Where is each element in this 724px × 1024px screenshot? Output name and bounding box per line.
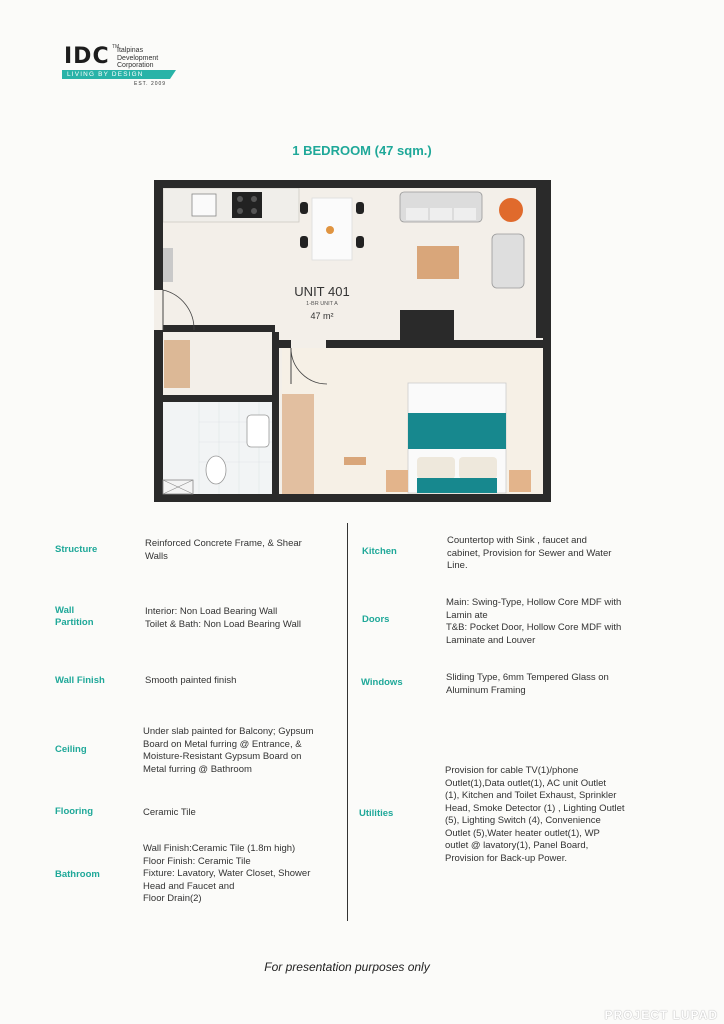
sofa-cushion [406,208,428,220]
bed-blanket [408,413,506,449]
spec-value-utilities: Provision for cable TV(1)/phone Outlet(1),Data outlet(1), AC unit Outlet (1), Kitchen and Toilet Exhaust, Sprinkler Head, Smoke Detector (1) , Lighting Outlet (5), Lighting Switch (4), Convenience Outlet (5),Water heater outlet(1), WP outlet @ lavatory(1), Panel Board, Provision for Back-up Power. [445,765,625,864]
spec-value-windows: Sliding Type, 6mm Tempered Glass on Aluminum Framing [446,672,609,696]
refrigerator [163,248,173,282]
unit-name: UNIT 401 [294,284,350,299]
logo-established: EST. 2009 [134,81,167,87]
spec-label-ceiling: Ceiling [55,744,87,755]
logo-tagline: LIVING BY DESIGN [62,70,170,79]
bed-headboard-accent [417,478,497,493]
sink-icon [192,194,216,216]
lavatory-icon [247,415,269,447]
spec-label-windows: Windows [361,677,403,688]
centerpiece [326,226,334,234]
nightstand-right [509,470,531,492]
desk [344,457,366,465]
spec-label-flooring: Flooring [55,806,93,817]
toilet-icon [206,456,226,484]
entry-cabinet [164,340,190,388]
spec-value-ceiling: Under slab painted for Balcony; Gypsum Board on Metal furring @ Entrance, & Moisture-Resistant Gypsum Board on Metal furring @ Bathroom [143,726,314,775]
spec-label-structure: Structure [55,544,98,555]
cooktop-icon [232,192,262,218]
spec-label-utilities: Utilities [359,808,394,819]
disclaimer: For presentation purposes only [264,960,430,974]
spec-value-wall-partition: Interior: Non Load Bearing Wall Toilet & Bath: Non Load Bearing Wall [145,606,301,630]
watermark: PROJECT LUPAD [604,1008,718,1022]
unit-area: 47 m² [310,311,334,321]
spec-value-bathroom: Wall Finish:Ceramic Tile (1.8m high) Floor Finish: Ceramic Tile Fixture: Lavatory, Water Closet, Shower Head and Faucet and Floor Drain(2) [143,843,311,904]
kitchen-counter [163,188,299,222]
unit-type: 1-BR UNIT A [306,301,338,307]
armchair [492,234,524,288]
spec-value-structure: Reinforced Concrete Frame, & Shear Walls [145,538,302,562]
side-table [499,198,523,222]
pillow [417,457,455,479]
spec-value-doors: Main: Swing-Type, Hollow Core MDF with Lamin ate T&B: Pocket Door, Hollow Core MDF with Laminate and Louver [446,597,622,646]
coffee-table [417,246,459,279]
spec-value-flooring: Ceramic Tile [143,807,196,818]
spec-label-wall-partition: Wall Partition [55,605,94,628]
wardrobe [282,394,314,496]
floor-plan-drawing [154,180,551,502]
spec-value-wall-finish: Smooth painted finish [145,675,237,686]
spec-label-doors: Doors [362,614,390,625]
spec-label-wall-finish: Wall Finish [55,675,105,686]
column-divider [347,523,348,921]
logo-company-name [117,47,187,70]
spec-label-bathroom: Bathroom [55,869,100,880]
spec-label-kitchen: Kitchen [362,546,397,557]
logo-mark: IDC [64,44,110,69]
nightstand-left [386,470,408,492]
sofa-cushion [430,208,452,220]
sofa-cushion [454,208,476,220]
page-title: 1 BEDROOM (47 sqm.) [292,143,432,158]
pillow [459,457,497,479]
spec-value-kitchen: Countertop with Sink , faucet and cabinet, Provision for Sewer and Water Line. [447,535,612,571]
logo-band-tip [170,70,176,79]
logo-company-line: Development [117,54,159,62]
logo-trademark: TM [112,44,120,50]
logo-company-line: Corporation [117,62,154,69]
logo-company-line: Italpinas [117,47,144,54]
floor-plan [154,180,551,502]
company-logo [62,44,182,90]
